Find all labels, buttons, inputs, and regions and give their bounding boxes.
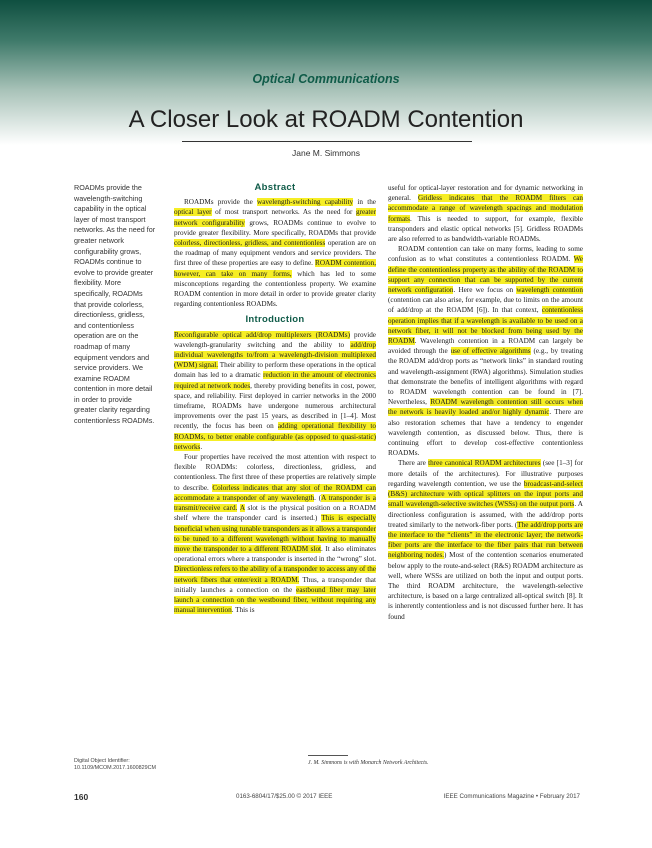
highlighted-text: use of effective algorithms: [450, 347, 531, 356]
text-run: . It also eliminates operational errors where a transponder is inserted in the “wrong” slot.: [174, 544, 376, 564]
introduction-heading: Introduction: [245, 314, 305, 326]
text-run: useful for optical-layer restoration and for dynamic networking in general.: [388, 184, 583, 203]
highlighted-text: eastbound fiber may later launch a connection on the westbound fiber, without requiring any manual intervention: [174, 585, 376, 615]
highlighted-text: A: [239, 504, 245, 513]
page-number: 160: [74, 792, 89, 802]
highlighted-text: broadcast-and-select (B&S) architecture with optical splitters on the input ports and small wavelength-selective switches (WSSs) on the output ports: [388, 479, 583, 509]
footer-copyright: 0163-6804/17/$25.00 © 2017 IEEE: [236, 793, 333, 800]
page-title: A Closer Look at ROADM Contention: [128, 106, 524, 133]
highlighted-text: wavelength contention: [516, 286, 583, 295]
highlighted-text: ROADM wavelength contention still occurs when the network is heavily loaded and/or highly dynamic: [388, 398, 583, 417]
body-paragraph-2: [388, 244, 583, 458]
text-run: (e.g., by treating the ROADM add/drop ports as “network links” in standard routing and wavelength-assignment (RWA) algorithms). Simulation studies that demonstrate the benefits of intelligent algorithms with regard to ROADM wavelength contention can be found in [7]. Nevertheless,: [388, 347, 583, 407]
abstract-paragraph: [174, 197, 376, 309]
text-run: . (: [314, 493, 322, 502]
text-run: ROADM contention can take on many forms, leading to some confusion as to what constitutes a contentionless ROADM.: [388, 245, 583, 264]
highlighted-text: This is especially beneficial when using tunable transponders as it allows a transponder to be tuned to a different wavelength without having to manually move the transponder to a different ROADM slot: [174, 514, 376, 553]
text-run: of most transport networks. As the need for: [211, 208, 357, 217]
abstract-heading: Abstract: [254, 182, 296, 193]
summary-text: ROADMs provide the wavelength-switching capability in the optical layer of most transport networks. As the need for greater network configurability grows, ROADMs continue to evolve to provide greater flexibility. More specifically, ROADMs that provide colorless, directionless, gridless, and contentionless operation are on the roadmap of many equipment vendors and service providers. We examine ROADM contention in more detail in order to provide greater clarity regarding contentionless ROADMs.: [74, 183, 156, 426]
text-run: . Here we focus on: [453, 286, 517, 295]
title-divider: [182, 141, 472, 142]
affiliation-divider: [308, 755, 348, 756]
doi-label: Digital Object Identifier:: [74, 758, 130, 764]
highlighted-text: optical layer: [174, 208, 212, 217]
highlighted-text: We define the contentionless property as the ability of the ROADM to support any connection that can be supported by the current network configuration: [388, 255, 583, 295]
text-run: . This is: [231, 606, 255, 615]
intro-paragraph-2: [174, 452, 376, 615]
highlighted-text: reduction in the amount of electronics required at network nodes: [174, 371, 376, 390]
highlighted-text: A transponder is a transmit/receive card.: [174, 493, 376, 513]
text-run: , thereby providing benefits in cost, power, space, and reliability. First deployed in carrier networks in the 2000 timeframe, ROADMs have undergone numerous architectural improvements over the past 15 years, as described in [1–4]. Most recently, the focus has been on: [174, 381, 376, 431]
text-run: (see [1–3] for more details of the architectures). For illustrative purposes regarding wavelength contention, we use the: [388, 459, 583, 488]
author-affiliation: J. M. Simmons is with Monarch Network Architects.: [308, 760, 429, 766]
text-run: Their ability to perform these operations in the optical domain has led to a dramatic: [174, 361, 376, 380]
highlighted-text: add/drop individual wavelengths to/from a wavelength-division multiplexed (WDM) signal.: [174, 340, 376, 370]
text-run: operation are on the roadmap of many equipment vendors and service providers. The first three of these properties are easy to define.: [174, 239, 376, 268]
highlighted-text: Gridless indicates that the ROADM filters can accommodate a range of wavelength spacings and modulation formats: [388, 194, 583, 223]
doi-value: 10.1109/MCOM.2017.1600829CM: [74, 765, 157, 771]
text-run: slot is the physical position on a ROADM shelf where the transponder card is inserted.): [174, 504, 376, 523]
intro-paragraph-1: [174, 330, 376, 452]
column-right: [388, 183, 583, 622]
highlighted-text: ROADM contention, however, can take on many forms,: [174, 259, 377, 278]
text-run: . A directionless configuration is assumed, with the add/drop ports treated similarly to the network-fiber ports. (: [388, 500, 583, 529]
text-run: in the: [353, 198, 376, 207]
highlighted-text: Directionless refers to the ability of a transponder to access any of the network fibers that enter/exit a ROADM.: [174, 565, 376, 584]
text-run: (contention can also arise, for example, due to limits on the amount of add/drop at the ROADM [6]). In that context,: [388, 296, 583, 315]
text-run: which has led to some misconceptions regarding the contentionless property. We examine ROADM contention in more detail in order to provide greater clarity regarding contentionless ROADMs.: [174, 269, 376, 309]
highlighted-text: Colorless indicates that any slot of the ROADM can accommodate a transponder of any wavelength: [174, 483, 376, 502]
highlighted-text: The add/drop ports are the interface to the “clients” in the electronic layer; the network-fiber ports are the interface to the fiber pairs that run between neighboring nodes.: [388, 520, 583, 560]
body-paragraph-3: [388, 458, 583, 621]
highlighted-text: greater network configurability: [174, 208, 376, 227]
highlighted-text: wavelength-switching capability: [257, 198, 354, 207]
highlighted-text: Reconfigurable optical add/drop multiplexers (ROADMs): [174, 330, 350, 339]
text-run: provide wavelength-granularity switching and the ability to: [174, 330, 376, 349]
section-label: Optical Communications: [252, 72, 400, 86]
body-paragraph-1: [388, 183, 583, 244]
text-run: . There are also restoration schemes that have a tendency to engender wavelength contention, as discussed below. Thus, there is continuing effort to develop cost-effective contentionless ROADMs.: [388, 408, 584, 458]
text-run: ) Most of the contention scenarios enumerated below apply to the route-and-select (R&S) ROADM architecture as well, where WSSs are utilized on both the input and output ports. The third ROADM architecture, the wavelength-selective architecture, is based on a large centralized all-optical switch [8]. It is inherently contentionless and is not discussed further here. It has found: [388, 551, 583, 621]
sidebar-summary: [74, 183, 156, 427]
highlighted-text: contentionless operation implies that if a wavelength is available to be used on a network fiber, it will not be blocked from being used by the ROADM: [388, 306, 583, 346]
text-run: .: [200, 442, 203, 451]
text-run: There are: [398, 459, 429, 468]
text-run: . Wavelength contention in a ROADM can largely be avoided through the: [388, 337, 583, 356]
text-run: Thus, a transponder that initially launches a connection on the: [174, 575, 376, 594]
highlighted-text: colorless, directionless, gridless, and contentionless: [174, 239, 326, 248]
text-run: ROADMs provide the: [184, 198, 258, 207]
author-name: Jane M. Simmons: [291, 148, 361, 158]
column-left: [174, 183, 376, 615]
footer-journal: IEEE Communications Magazine • February 2017: [443, 793, 580, 800]
highlighted-text: three canonical ROADM architectures: [428, 459, 541, 468]
text-run: grows, ROADMs continue to evolve to provide greater flexibility. More specifically, ROADMs that provide: [174, 218, 376, 237]
highlighted-text: adding operational flexibility to ROADMs, to better enable configurable (as opposed to quasi-static) networks: [174, 422, 376, 451]
text-run: . This is needed to support, for example, flexible transponders and elastic optical networks [5]. Gridless ROADMs are also referred to as bandwidth-variable ROADMs.: [388, 214, 583, 244]
text-run: Four properties have received the most attention with respect to flexible ROADMs: colorless, directionless, gridless, and contentionless. The first three of these properties are relatively simple to describe.: [174, 453, 376, 492]
